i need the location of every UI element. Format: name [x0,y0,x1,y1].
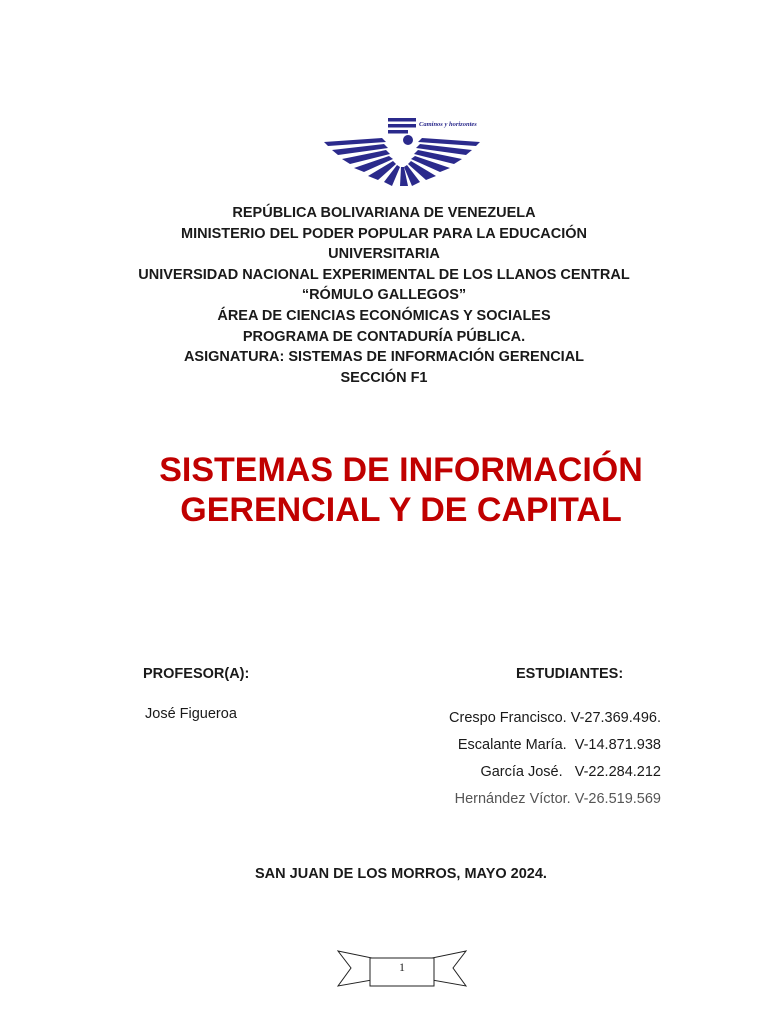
students-label: ESTUDIANTES: [516,666,624,682]
logo-tagline: Caminos y horizontes [419,121,477,128]
professor-label: PROFESOR(A): [143,666,250,682]
title-line: SISTEMAS DE INFORMACIÓN [159,451,643,489]
header-line: ASIGNATURA: SISTEMAS DE INFORMACIÓN GERENCIAL [183,349,585,366]
header-line: SECCIÓN F1 [340,369,428,386]
students-list [449,705,661,813]
header-line: UNIVERSITARIA [328,246,440,263]
place-date: SAN JUAN DE LOS MORROS, MAYO 2024. [255,866,547,882]
institution-header [0,203,768,388]
university-logo [322,114,482,188]
student-entry: Escalante María. V-14.871.938 [457,737,661,753]
student-entry: Crespo Francisco. V-27.369.496. [449,710,661,726]
document-title [0,450,768,530]
header-line: MINISTERIO DEL PODER POPULAR PARA LA EDUCACIÓN [180,225,588,242]
professor-name: José Figueroa [145,706,237,722]
student-entry: García José. V-22.284.212 [480,764,661,780]
header-line: UNIVERSIDAD NACIONAL EXPERIMENTAL DE LOS LLANOS CENTRAL [138,266,630,283]
header-line: PROGRAMA DE CONTADURÍA PÚBLICA. [242,328,526,345]
header-line: REPÚBLICA BOLIVARIANA DE VENEZUELA [232,205,536,221]
title-line: GERENCIAL Y DE CAPITAL [180,491,622,529]
header-line: “RÓMULO GALLEGOS” [301,287,467,304]
header-line: ÁREA DE CIENCIAS ECONÓMICAS Y SOCIALES [217,307,551,324]
page-number: 1 [399,960,405,974]
student-entry: Hernández Víctor. V-26.519.569 [454,791,661,807]
